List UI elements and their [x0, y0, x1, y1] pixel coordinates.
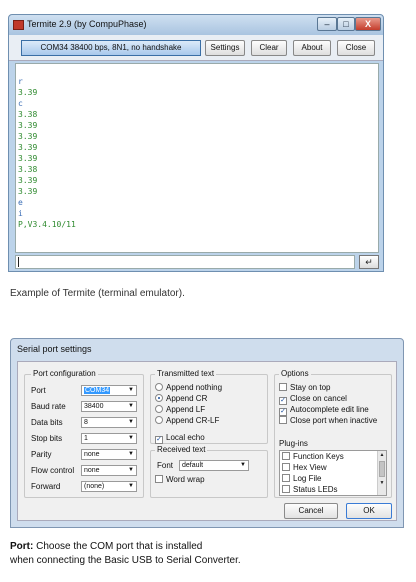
field-label: Stop bits: [31, 434, 63, 443]
plugin-item[interactable]: Log File: [282, 474, 321, 483]
append-radio[interactable]: Append CR: [155, 394, 207, 403]
caption-line1: Choose the COM port that is installed: [33, 541, 203, 552]
plugin-item[interactable]: Hex View: [282, 463, 327, 472]
terminal-output[interactable]: [15, 63, 379, 253]
caption-termite: Example of Termite (terminal emulator).: [10, 288, 185, 299]
termite-window: [8, 14, 384, 272]
field-value: (none): [84, 483, 105, 490]
close-window-button[interactable]: X: [355, 17, 381, 31]
about-button[interactable]: About: [293, 40, 331, 56]
field-value: 1: [84, 435, 88, 442]
field-value: none: [84, 451, 100, 458]
title-bar: [9, 15, 383, 35]
terminal-line: 3.39: [18, 176, 38, 185]
terminal-line: 3.39: [18, 88, 38, 97]
chevron-down-icon: ▼: [128, 467, 134, 473]
maximize-button[interactable]: □: [337, 17, 355, 31]
chevron-down-icon: ▼: [128, 419, 134, 425]
plugins-list[interactable]: [279, 450, 387, 496]
checkbox-box[interactable]: [155, 475, 163, 483]
radio-dot[interactable]: [155, 416, 163, 424]
checkbox-box[interactable]: [282, 452, 290, 460]
scrollbar[interactable]: [377, 451, 386, 495]
connection-status-button[interactable]: COM34 38400 bps, 8N1, no handshake: [21, 40, 201, 56]
radio-dot[interactable]: [155, 383, 163, 391]
plugins-label: Plug-ins: [279, 439, 308, 448]
field-select[interactable]: [81, 449, 137, 460]
toolbar: [9, 35, 383, 61]
terminal-line: 3.39: [18, 121, 38, 130]
field-label: Forward: [31, 482, 61, 491]
port-configuration-group: [24, 369, 144, 498]
app-icon: [13, 20, 24, 30]
enter-arrow-icon[interactable]: ↵: [359, 255, 379, 269]
serial-settings-dialog: [10, 338, 404, 528]
field-select[interactable]: [81, 417, 137, 428]
field-label: Data bits: [31, 418, 63, 427]
append-radio[interactable]: Append nothing: [155, 383, 222, 392]
local-echo-checkbox[interactable]: ✓ Local echo: [156, 433, 205, 443]
minimize-button[interactable]: –: [317, 17, 337, 31]
cancel-button[interactable]: Cancel: [284, 503, 338, 519]
terminal-line: e: [18, 198, 23, 207]
plugin-item[interactable]: Function Keys: [282, 452, 344, 461]
append-radio[interactable]: Append CR-LF: [155, 416, 219, 425]
group-legend: Transmitted text: [157, 369, 215, 378]
checkbox-box[interactable]: ✓: [156, 436, 162, 443]
chevron-down-icon: ▼: [128, 451, 134, 457]
chevron-down-icon: ▼: [240, 462, 246, 468]
settings-button[interactable]: Settings: [205, 40, 245, 56]
font-label: Font: [157, 461, 174, 470]
caption-port: [10, 540, 410, 568]
checkbox-box[interactable]: ✓: [280, 397, 286, 404]
chevron-down-icon: ▼: [128, 403, 134, 409]
terminal-line: 3.39: [18, 132, 38, 141]
chevron-down-icon: ▼: [128, 387, 134, 393]
terminal-line: 3.38: [18, 110, 38, 119]
scroll-thumb[interactable]: [379, 461, 385, 477]
clear-button[interactable]: Clear: [251, 40, 287, 56]
terminal-line: 3.39: [18, 143, 38, 152]
checkbox-box[interactable]: ✓: [280, 408, 286, 415]
radio-dot[interactable]: [155, 394, 163, 402]
dialog-body: [17, 361, 397, 521]
option-checkbox[interactable]: Stay on top: [279, 383, 330, 392]
field-value: 8: [84, 419, 88, 426]
field-select[interactable]: [81, 465, 137, 476]
field-label: Baud rate: [31, 402, 66, 411]
terminal-line: r: [18, 77, 23, 86]
word-wrap-checkbox[interactable]: Word wrap: [155, 475, 205, 484]
command-input[interactable]: [15, 255, 355, 269]
chevron-down-icon: ▼: [128, 483, 134, 489]
scroll-up-icon[interactable]: ▲: [379, 452, 385, 458]
option-checkbox[interactable]: Close port when inactive: [279, 416, 377, 425]
chevron-down-icon: ▼: [128, 435, 134, 441]
terminal-line: 3.38: [18, 165, 38, 174]
field-select[interactable]: [81, 401, 137, 412]
options-group: [274, 369, 392, 498]
option-checkbox[interactable]: ✓ Close on cancel: [280, 394, 347, 404]
append-radio[interactable]: Append LF: [155, 405, 205, 414]
scroll-down-icon[interactable]: ▼: [379, 480, 385, 486]
field-select[interactable]: [81, 433, 137, 444]
field-select[interactable]: [81, 481, 137, 492]
field-label: Parity: [31, 450, 52, 459]
group-legend: Received text: [157, 445, 206, 454]
terminal-line: P,V3.4.10/11: [18, 220, 76, 229]
close-button[interactable]: Close: [337, 40, 375, 56]
caption-line2: when connecting the Basic USB to Serial Converter.: [10, 555, 241, 566]
radio-dot[interactable]: [155, 405, 163, 413]
caption-bold: Port:: [10, 541, 34, 552]
checkbox-box[interactable]: [279, 383, 287, 391]
transmitted-text-group: [150, 369, 268, 444]
ok-button[interactable]: OK: [346, 503, 392, 519]
field-label: Flow control: [31, 466, 75, 475]
checkbox-box[interactable]: [279, 416, 287, 424]
terminal-line: 3.39: [18, 187, 38, 196]
field-value: none: [84, 467, 100, 474]
terminal-line: 3.39: [18, 154, 38, 163]
field-value: COM34: [85, 387, 110, 394]
checkbox-box[interactable]: [282, 485, 290, 493]
checkbox-box[interactable]: [282, 474, 290, 482]
window-title: Termite 2.9 (by CompuPhase): [27, 19, 147, 29]
checkbox-box[interactable]: [282, 463, 290, 471]
text-caret: [18, 257, 19, 267]
plugin-item[interactable]: Status LEDs: [282, 485, 337, 494]
option-checkbox[interactable]: ✓ Autocomplete edit line: [280, 405, 369, 415]
group-legend: Options: [281, 369, 309, 378]
received-text-group: [150, 445, 268, 498]
terminal-line: c: [18, 99, 23, 108]
group-legend: Port configuration: [33, 369, 96, 378]
font-select[interactable]: default ▼: [179, 460, 249, 471]
dialog-title: Serial port settings: [17, 344, 92, 354]
field-label: Port: [31, 386, 46, 395]
terminal-line: i: [18, 209, 23, 218]
field-value: 38400: [84, 403, 104, 410]
field-select[interactable]: [81, 385, 137, 396]
